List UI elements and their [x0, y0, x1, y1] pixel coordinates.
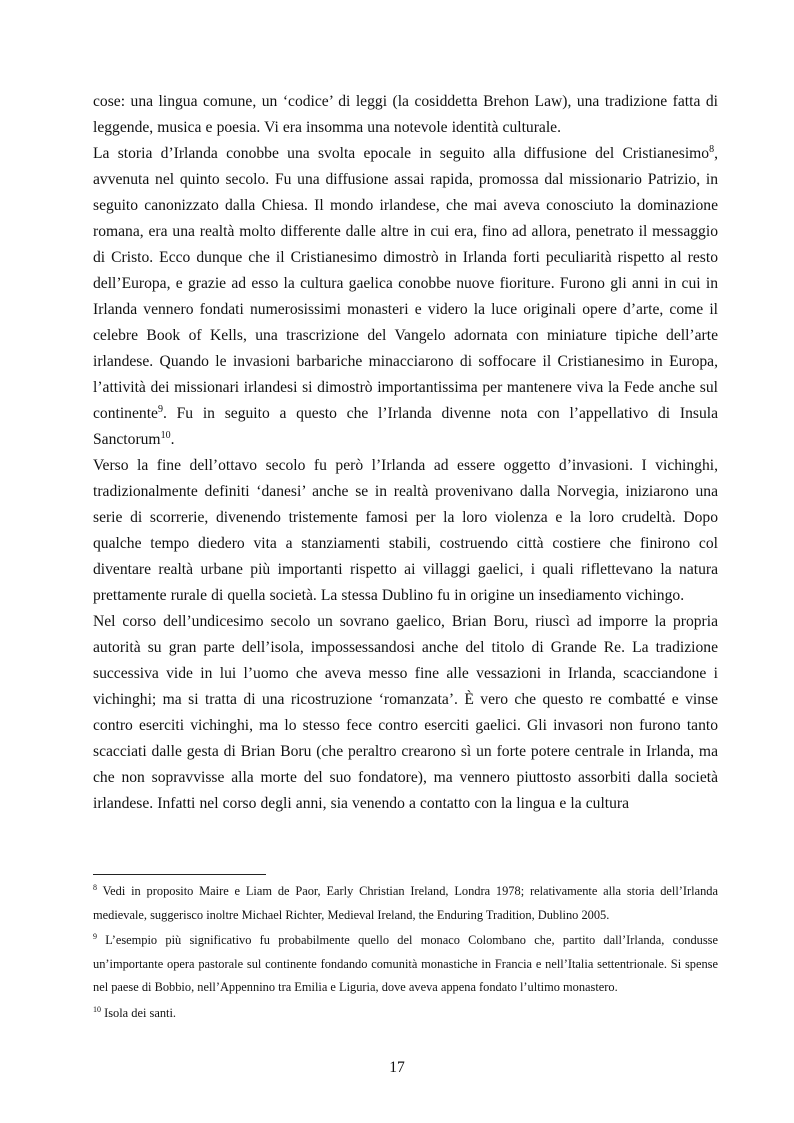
footnote-number: 10	[93, 1004, 101, 1014]
body-text	[93, 89, 718, 817]
footnote-ref-9[interactable]: 9	[157, 403, 163, 415]
paragraph-1-text: cose: una lingua comune, un ‘codice’ di leggi (la cosiddetta Brehon Law), una tradizione fatta di leggende, musica e poesia. Vi era insomma una notevole identità culturale.	[93, 93, 718, 136]
paragraph-4-text: Nel corso dell’undicesimo secolo un sovrano gaelico, Brian Boru, riuscì ad imporre la propria autorità su gran parte dell’isola, impossessandosi anche del titolo di Grande Re. La tradizione successiva vide in lui l’uomo che aveva messo fine alle vessazioni in Irlanda, scacciandone i vichinghi; ma si tratta di una ricostruzione ‘romanzata’. È vero che questo re combatté e vinse contro eserciti vichinghi, ma lo stesso fece contro eserciti gaelici. Gli invasori non furono tanto scacciati dalle gesta di Brian Boru (che peraltro crearono sì un forte potere centrale in Irlanda, ma che non sopravvisse alla morte del suo fondatore), ma vennero piuttosto assorbiti dalla società irlandese. Infatti nel corso degli anni, sia venendo a contatto con la lingua e la cultura	[93, 613, 718, 812]
footnote-text: L’esempio più significativo fu probabilmente quello del monaco Colombano che, partito dall’Irlanda, condusse un’importante opera pastorale sul continente fondando comunità monastiche in Francia e nell’Italia settentrionale. Si spense nel paese di Bobbio, nell’Appennino tra Emilia e Liguria, dove aveva appena fondato l’ultimo monastero.	[93, 933, 718, 994]
footnote-number: 8	[93, 882, 97, 892]
paragraph-2-text-a: La storia d’Irlanda conobbe una svolta epocale in seguito alla diffusione del Cristianesimo	[93, 145, 710, 162]
paragraph-2	[93, 141, 718, 453]
footnote-text: Vedi in proposito Maire e Liam de Paor, Early Christian Ireland, Londra 1978; relativamente alla storia dell’Irlanda medievale, suggerisco inoltre Michael Richter, Medieval Ireland, the Enduring Tradition, Dublino 2005.	[93, 884, 718, 922]
footnote-text: Isola dei santi.	[101, 1005, 177, 1020]
footnotes	[93, 880, 718, 1027]
paragraph-2-text-c: . Fu in seguito a questo che l’Irlanda divenne nota con l’appellativo di Insula Sanctorum	[93, 405, 718, 448]
paragraph-1	[93, 89, 718, 141]
footnote-10	[93, 1002, 718, 1026]
paragraph-3-text: Verso la fine dell’ottavo secolo fu però l’Irlanda ad essere oggetto d’invasioni. I vichinghi, tradizionalmente definiti ‘danesi’ anche se in realtà provenivano dalla Norvegia, iniziarono una serie di scorrerie, divenendo tristemente famosi per la loro violenza e la loro crudeltà. Dopo qualche tempo diedero vita a stanziamenti stabili, costruendo città costiere che finirono col diventare realtà urbane più importanti rispetto ai villaggi gaelici, i quali riflettevano la natura prettamente rurale di quella società. La stessa Dublino fu in origine un insediamento vichingo.	[93, 457, 718, 604]
paragraph-4	[93, 609, 718, 817]
footnote-number: 9	[93, 931, 97, 941]
footnote-ref-10[interactable]: 10	[160, 429, 171, 441]
footnote-ref-8[interactable]: 8	[709, 143, 715, 155]
footnote-separator	[93, 874, 266, 875]
page-number: 17	[389, 1059, 405, 1076]
footnote-8	[93, 880, 718, 927]
footnote-9	[93, 929, 718, 1000]
paragraph-2-text-b: , avvenuta nel quinto secolo. Fu una diffusione assai rapida, promossa dal missionario Patrizio, in seguito canonizzato dalla Chiesa. Il mondo irlandese, che mai aveva conosciuto la dominazione romana, era una realtà molto differente dalle altre in cui era, fino ad allora, penetrato il messaggio di Cristo. Ecco dunque che il Cristianesimo dimostrò in Irlanda forti peculiarità rispetto al resto dell’Europa, e grazie ad esso la cultura gaelica conobbe nuove fioriture. Furono gli anni in cui in Irlanda vennero fondati numerosissimi monasteri e videro la luce originali opere d’arte, come il celebre Book of Kells, una trascrizione del Vangelo adornata con miniature tipiche dell’arte irlandese. Quando le invasioni barbariche minacciarono di soffocare il Cristianesimo in Europa, l’attività dei missionari irlandesi si dimostrò importantissima per mantenere viva la Fede anche sul continente	[93, 145, 718, 422]
paragraph-3	[93, 453, 718, 609]
paragraph-2-text-d: .	[170, 431, 175, 448]
